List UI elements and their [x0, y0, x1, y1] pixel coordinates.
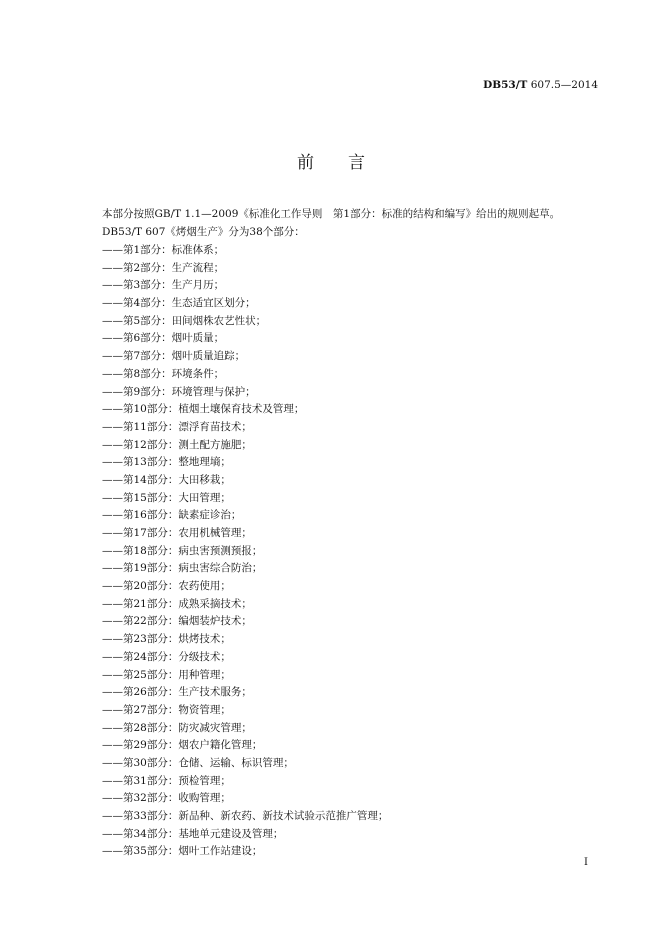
- list-item: ——第10部分：植烟土壤保育技术及管理；: [102, 403, 305, 416]
- list-item: ——第12部分：测土配方施肥；: [102, 438, 252, 451]
- document-code-number: 607.5—2014: [527, 79, 598, 91]
- list-item: ——第28部分：防灾减灾管理；: [102, 721, 252, 734]
- list-item: ——第25部分：用种管理；: [102, 668, 231, 681]
- list-item: ——第35部分：烟叶工作站建设；: [102, 845, 263, 858]
- list-item: ——第30部分：仓储、运输、标识管理；: [102, 756, 294, 769]
- list-item: ——第31部分：预检管理；: [102, 774, 231, 787]
- list-item: ——第15部分：大田管理；: [102, 491, 231, 504]
- list-item: ——第13部分：整地理墒；: [102, 456, 231, 469]
- list-item: ——第26部分：生产技术服务；: [102, 686, 252, 699]
- document-code-prefix: DB53/T: [483, 79, 528, 91]
- list-item: ——第29部分：烟农户籍化管理；: [102, 739, 263, 752]
- list-item: ——第20部分：农药使用；: [102, 580, 231, 593]
- list-item: ——第16部分：缺素症诊治；: [102, 509, 242, 522]
- list-item: ——第23部分：烘烤技术；: [102, 633, 231, 646]
- list-item: ——第11部分：漂浮育苗技术；: [102, 420, 252, 433]
- document-code: [483, 79, 598, 91]
- page-title: 前言: [297, 153, 399, 173]
- list-item: ——第3部分：生产月历；: [102, 279, 225, 292]
- intro-paragraph-1: 本部分按照GB/T 1.1—2009《标准化工作导则 第1部分：标准的结构和编写》给出的规则起草。: [102, 208, 561, 220]
- list-item: ——第17部分：农用机械管理；: [102, 527, 252, 539]
- list-item: ——第1部分：标准体系；: [102, 244, 225, 256]
- list-item: ——第22部分：编烟装炉技术；: [102, 615, 252, 628]
- intro-paragraph-2: DB53/T 607《烤烟生产》分为38个部分：: [102, 226, 305, 238]
- list-item: ——第2部分：生产流程；: [102, 261, 225, 274]
- list-item: ——第4部分：生态适宜区划分；: [102, 297, 256, 310]
- list-item: ——第5部分：田间烟株农艺性状；: [102, 314, 267, 327]
- list-item: ——第21部分：成熟采摘技术；: [102, 597, 252, 610]
- list-item: ——第27部分：物资管理；: [102, 703, 231, 716]
- list-item: ——第32部分：收购管理；: [102, 792, 231, 805]
- list-item: ——第7部分：烟叶质量追踪；: [102, 350, 246, 363]
- list-item: ——第33部分：新品种、新农药、新技术试验示范推广管理；: [102, 810, 389, 822]
- list-item: ——第24部分：分级技术；: [102, 650, 231, 663]
- list-item: ——第34部分：基地单元建设及管理；: [102, 827, 284, 840]
- list-item: ——第6部分：烟叶质量；: [102, 332, 225, 345]
- page-number: I: [584, 857, 588, 868]
- list-item: ——第14部分：大田移栽；: [102, 473, 231, 486]
- list-item: ——第8部分：环境条件；: [102, 367, 225, 380]
- list-item: ——第9部分：环境管理与保护；: [102, 385, 256, 398]
- list-item: ——第18部分：病虫害预测预报；: [102, 544, 263, 557]
- list-item: ——第19部分：病虫害综合防治；: [102, 562, 263, 575]
- parts-list: [102, 242, 388, 861]
